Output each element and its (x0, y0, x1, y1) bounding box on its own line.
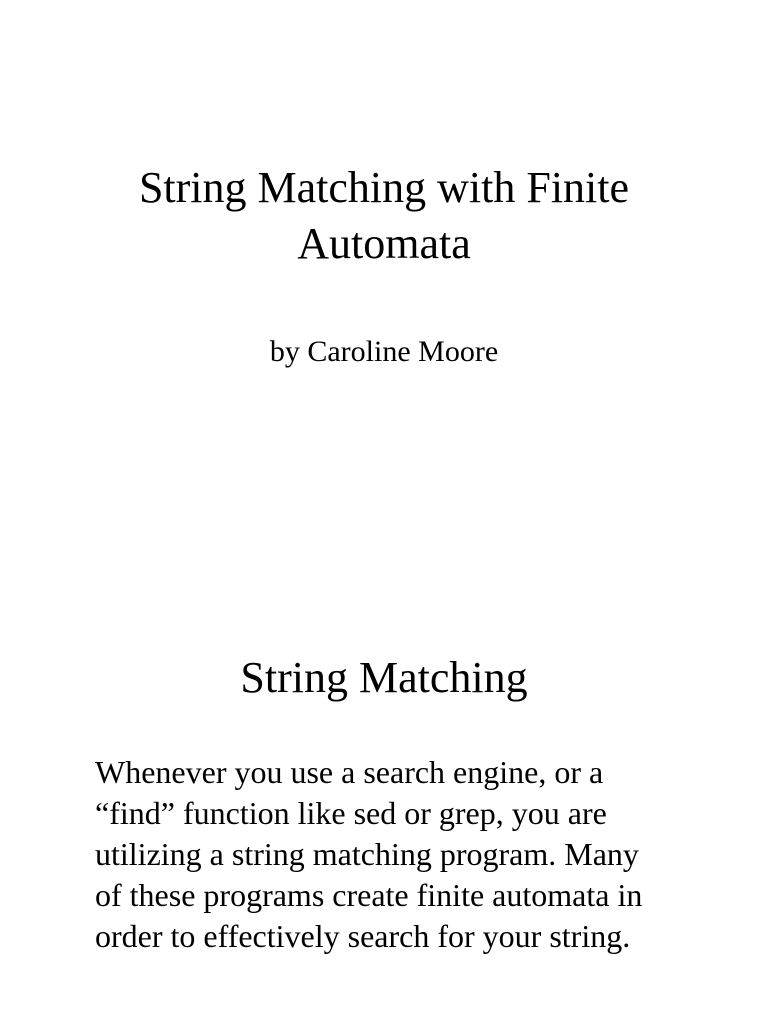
body-line: utilizing a string matching program. Many (95, 836, 639, 872)
body-line: of these programs create finite automata in (95, 877, 643, 913)
body-line: “find” function like sed or grep, you are (95, 795, 607, 831)
content-slide (0, 512, 768, 1024)
body-paragraph (95, 752, 715, 957)
body-line: order to effectively search for your string. (95, 918, 631, 954)
author-byline: by Caroline Moore (269, 335, 499, 368)
document-title-line-1: String Matching with Finite (138, 163, 630, 212)
section-heading: String Matching (240, 653, 528, 702)
document-title-line-2: Automata (297, 219, 471, 268)
body-line: Whenever you use a search engine, or a (95, 754, 604, 790)
